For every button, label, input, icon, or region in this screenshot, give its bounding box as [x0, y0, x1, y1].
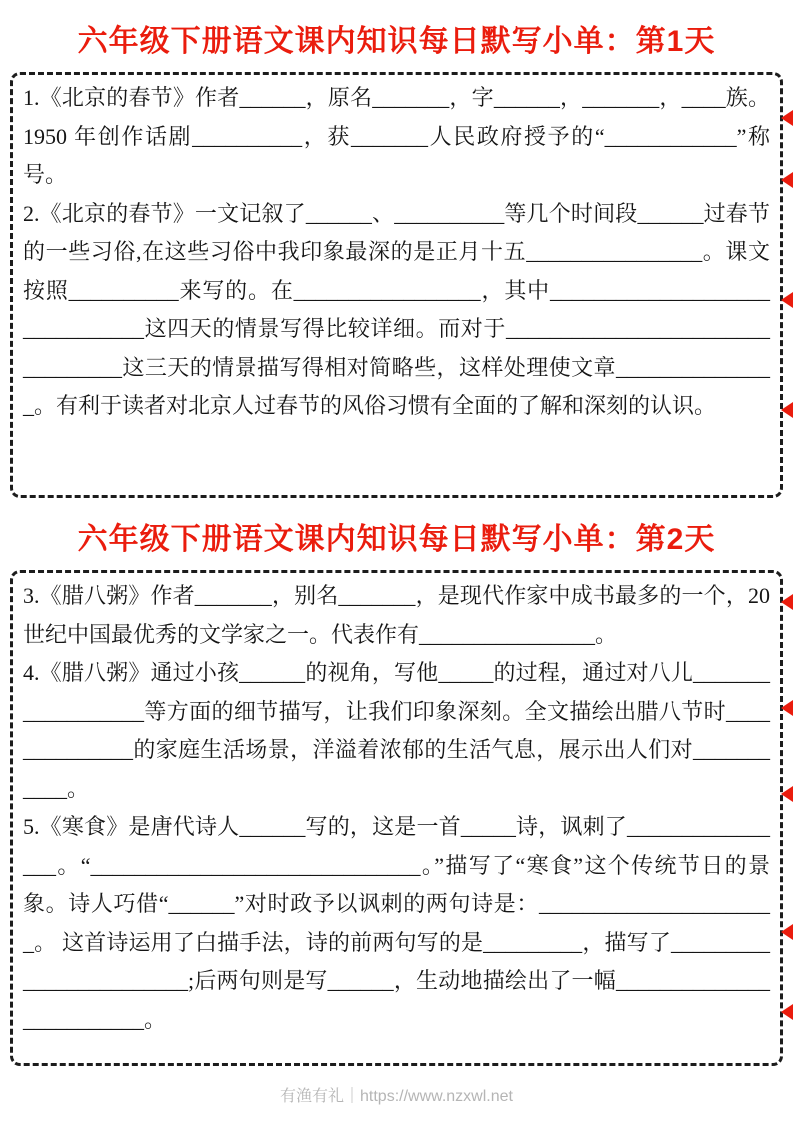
question-1: 1.《北京的春节》作者______，原名_______，字______，_______，____族。1950 年创作话剧__________，获_______人民政府授予的“____________”称号。	[23, 85, 770, 187]
red-marker-icon	[781, 292, 793, 308]
day1-title: 六年级下册语文课内知识每日默写小单：第1天	[77, 25, 716, 58]
watermark-text: 有渔有礼｜https://www.nzxwl.net	[280, 1088, 513, 1105]
day1-question-box	[10, 72, 783, 498]
red-marker-icon	[781, 110, 793, 126]
red-marker-icon	[781, 924, 793, 940]
day2-title: 六年级下册语文课内知识每日默写小单：第2天	[77, 523, 716, 556]
question-5: 5.《寒食》是唐代诗人______写的，这是一首_____诗，讽刺了________________。“______________________________。”描写了“寒食”这个传统节日的景象。诗人巧借“______”对时政予以讽刺的两句诗是：______________________。 这首诗运用了白描手法，诗的前两句写的是_________，描写了________________________;后两句则是写______，生动地描绘出了一幅_________________________。	[23, 814, 770, 1032]
red-marker-icon	[781, 594, 793, 610]
day2-question-box	[10, 570, 783, 1066]
red-marker-icon	[781, 786, 793, 802]
question-3: 3.《腊八粥》作者_______，别名_______，是现代作家中成书最多的一个，20 世纪中国最优秀的文学家之一。代表作有________________。	[23, 583, 770, 647]
question-2: 2.《北京的春节》一文记叙了______、__________等几个时间段______过春节的一些习俗,在这些习俗中我印象最深的是正月十五________________。课文按照__________来写的。在_________________，其中_______________________________这四天的情景写得比较详细。而对于_________________________________这三天的情景描写得相对简略些，这样处理使文章_______________。有利于读者对北京人过春节的风俗习惯有全面的了解和深刻的认识。	[23, 200, 770, 418]
red-marker-icon	[781, 402, 793, 418]
red-marker-icon	[781, 1004, 793, 1020]
red-marker-icon	[781, 172, 793, 188]
red-marker-icon	[781, 700, 793, 716]
question-4: 4.《腊八粥》通过小孩______的视角，写他_____的过程，通过对八儿__________________等方面的细节描写，让我们印象深刻。全文描绘出腊八节时______________的家庭生活场景，洋溢着浓郁的生活气息，展示出人们对___________。	[23, 660, 770, 801]
watermark-footer	[0, 1083, 793, 1106]
